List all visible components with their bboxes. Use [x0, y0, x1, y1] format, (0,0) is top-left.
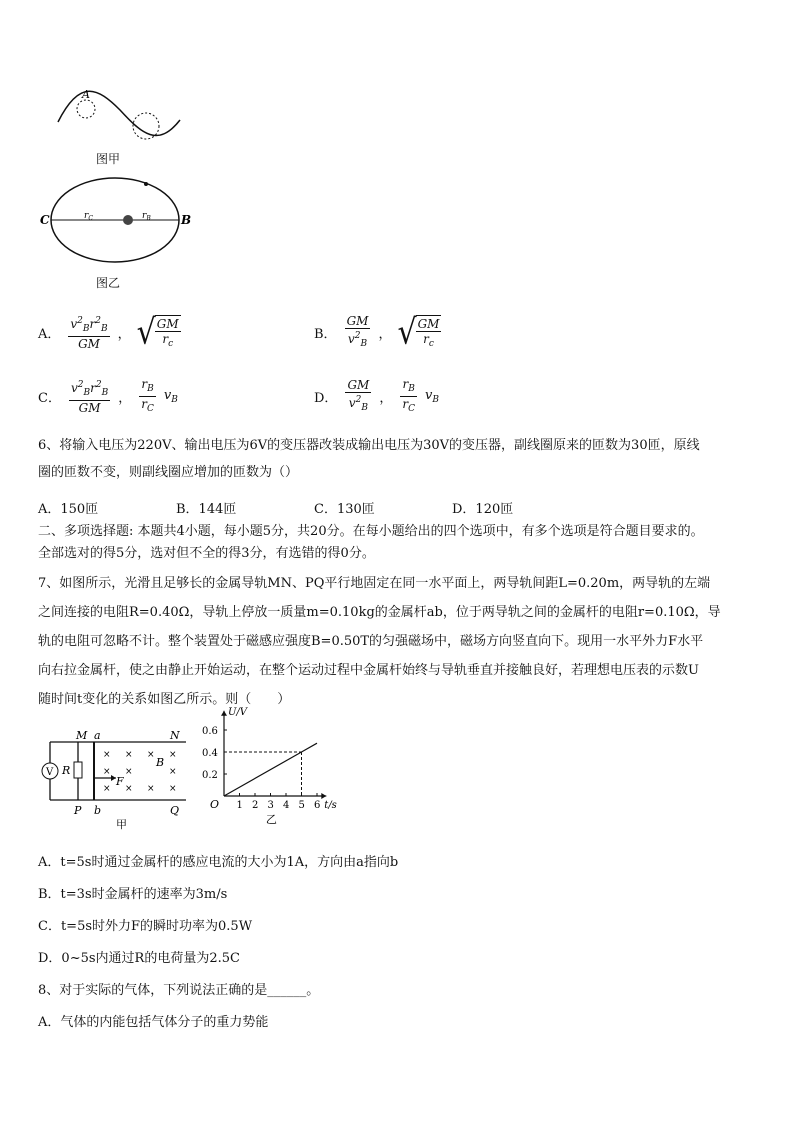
q7-option-a: A．t=5s时通过金属杆的感应电流的大小为1A，方向由a指向b [38, 855, 399, 870]
chart-title: 乙 [265, 813, 277, 826]
label-A: A [82, 88, 90, 101]
series-line [224, 743, 317, 796]
label-R: R [62, 764, 71, 777]
resistor-R [74, 762, 82, 778]
q7-option-b: B．t=3s时金属杆的速率为3m/s [38, 887, 228, 902]
y-tick-label: 0.2 [202, 770, 218, 781]
field-cross: × [169, 750, 177, 760]
q7-line4: 向右拉金属杆，使之由静止开始运动，在整个运动过程中金属杆始终与导轨垂直并接触良好，若理想电压表的示数U [38, 663, 699, 678]
q6-option-d: D．120匝 [452, 502, 514, 517]
q6-option-b: B．144匝 [176, 502, 237, 517]
x-tick-label: 1 [236, 800, 243, 811]
q5-option-c: C． $\frac{v^2_Br^2_B}{GM}$ ， $\frac{r_B}{r_C}$ $v_B$ [38, 377, 178, 415]
q7-option-d: D．0~5s内通过R的电荷量为2.5C [38, 951, 240, 966]
field-cross: × [103, 750, 111, 760]
q7-line2: 之间连接的电阻R=0.40Ω，导轨上停放一质量m=0.10kg的金属杆ab，位于两导轨之间的金属杆的电阻r=0.10Ω，导 [38, 605, 721, 620]
x-axis-arrow [321, 793, 326, 799]
q6-line1: 6、将输入电压为220V、输出电压为6V的变压器改装成输出电压为30V的变压器，副线圈原来的匝数为30匝，原线 [38, 438, 700, 453]
field-cross: × [147, 750, 155, 760]
field-cross: × [103, 767, 111, 777]
q6-option-a: A．150匝 [38, 502, 99, 517]
fig-yi-caption: 图乙 [96, 276, 121, 290]
question-6 [38, 432, 758, 486]
satellite [144, 182, 148, 186]
label-b: b [94, 804, 102, 817]
y-axis-label: U/V [228, 706, 248, 718]
x-tick-label: 6 [314, 800, 321, 811]
label-rB: $r_B$ [142, 211, 151, 222]
field-crosses [103, 750, 177, 794]
label-C: C [40, 213, 50, 227]
question-8: 8、对于实际的气体，下列说法正确的是______。 [38, 983, 320, 998]
label-M: M [76, 729, 88, 742]
y-tick-label: 0.4 [202, 748, 218, 759]
label-N: N [170, 729, 180, 742]
label-F: F [116, 775, 124, 788]
fig-jia-caption: 图甲 [96, 152, 121, 166]
q7-line1: 7、如图所示，光滑且足够长的金属导轨MN、PQ平行地固定在同一水平面上，两导轨间距L=0.20m，两导轨的左端 [38, 576, 711, 591]
field-cross: × [125, 784, 133, 794]
orbit-figure [38, 174, 192, 274]
section-2-line1: 二、多项选择题: 本题共4小题，每小题5分，共20分。在每小题给出的四个选项中，有多个选项是符合题目要求的。 [38, 524, 704, 539]
u-t-chart [196, 706, 356, 836]
label-Q: Q [170, 804, 180, 817]
label-B-field: B [156, 756, 165, 769]
label-P: P [74, 804, 82, 817]
circuit-figure [36, 728, 196, 832]
x-tick-label: 4 [283, 800, 290, 811]
q8-option-a: A．气体的内能包括气体分子的重力势能 [38, 1015, 269, 1030]
circle-A [77, 100, 95, 118]
x-axis-label: t/s [324, 800, 337, 811]
q7-line3: 轨的电阻可忽略不计。整个装置处于磁感应强度B=0.50T的匀强磁场中，磁场方向竖直向下。现用一水平外力F水平 [38, 634, 704, 649]
q7-line5: 随时间t变化的关系如图乙所示。则（ ） [38, 692, 291, 707]
q6-line2: 圈的匝数不变，则副线圈应增加的匝数为（） [38, 465, 299, 480]
label-B: B [181, 213, 192, 227]
q6-option-c: C．130匝 [314, 502, 375, 517]
field-cross: × [169, 784, 177, 794]
x-tick-label: 3 [267, 800, 274, 811]
field-cross: × [147, 784, 155, 794]
x-tick-label: 2 [252, 800, 259, 811]
q5-option-a: A． $\frac{v^2_Br^2_B}{GM}$ ， √ $\frac{GM}{r_c}$ [38, 311, 179, 353]
section-2-heading [38, 521, 768, 565]
field-cross: × [103, 784, 111, 794]
section-2-line2: 全部选对的得5分，选对但不全的得3分，有选错的得0分。 [38, 546, 375, 561]
x-tick-label: 5 [298, 800, 305, 811]
label-rC: $r_C$ [84, 211, 93, 222]
field-cross: × [125, 750, 133, 760]
y-tick-label: 0.6 [202, 726, 218, 737]
question-7 [38, 569, 768, 714]
q5-option-d: D． $\frac{GM}{v^2_B}$ ， $\frac{r_B}{r_C}$ $v_B$ [314, 377, 439, 414]
label-a: a [94, 729, 101, 742]
q7-option-c: C．t=5s时外力F的瞬时功率为0.5W [38, 919, 253, 934]
field-cross: × [169, 767, 177, 777]
wave-curve [58, 91, 180, 135]
field-cross: × [125, 767, 133, 777]
fig-jia-caption-q7: 甲 [116, 818, 127, 831]
voltmeter-label: V [46, 767, 54, 778]
origin-label: O [210, 798, 220, 811]
central-body [123, 215, 133, 225]
q5-option-b: B． $\frac{GM}{v^2_B}$ ， √ $\frac{GM}{r_c}$ [314, 311, 440, 353]
